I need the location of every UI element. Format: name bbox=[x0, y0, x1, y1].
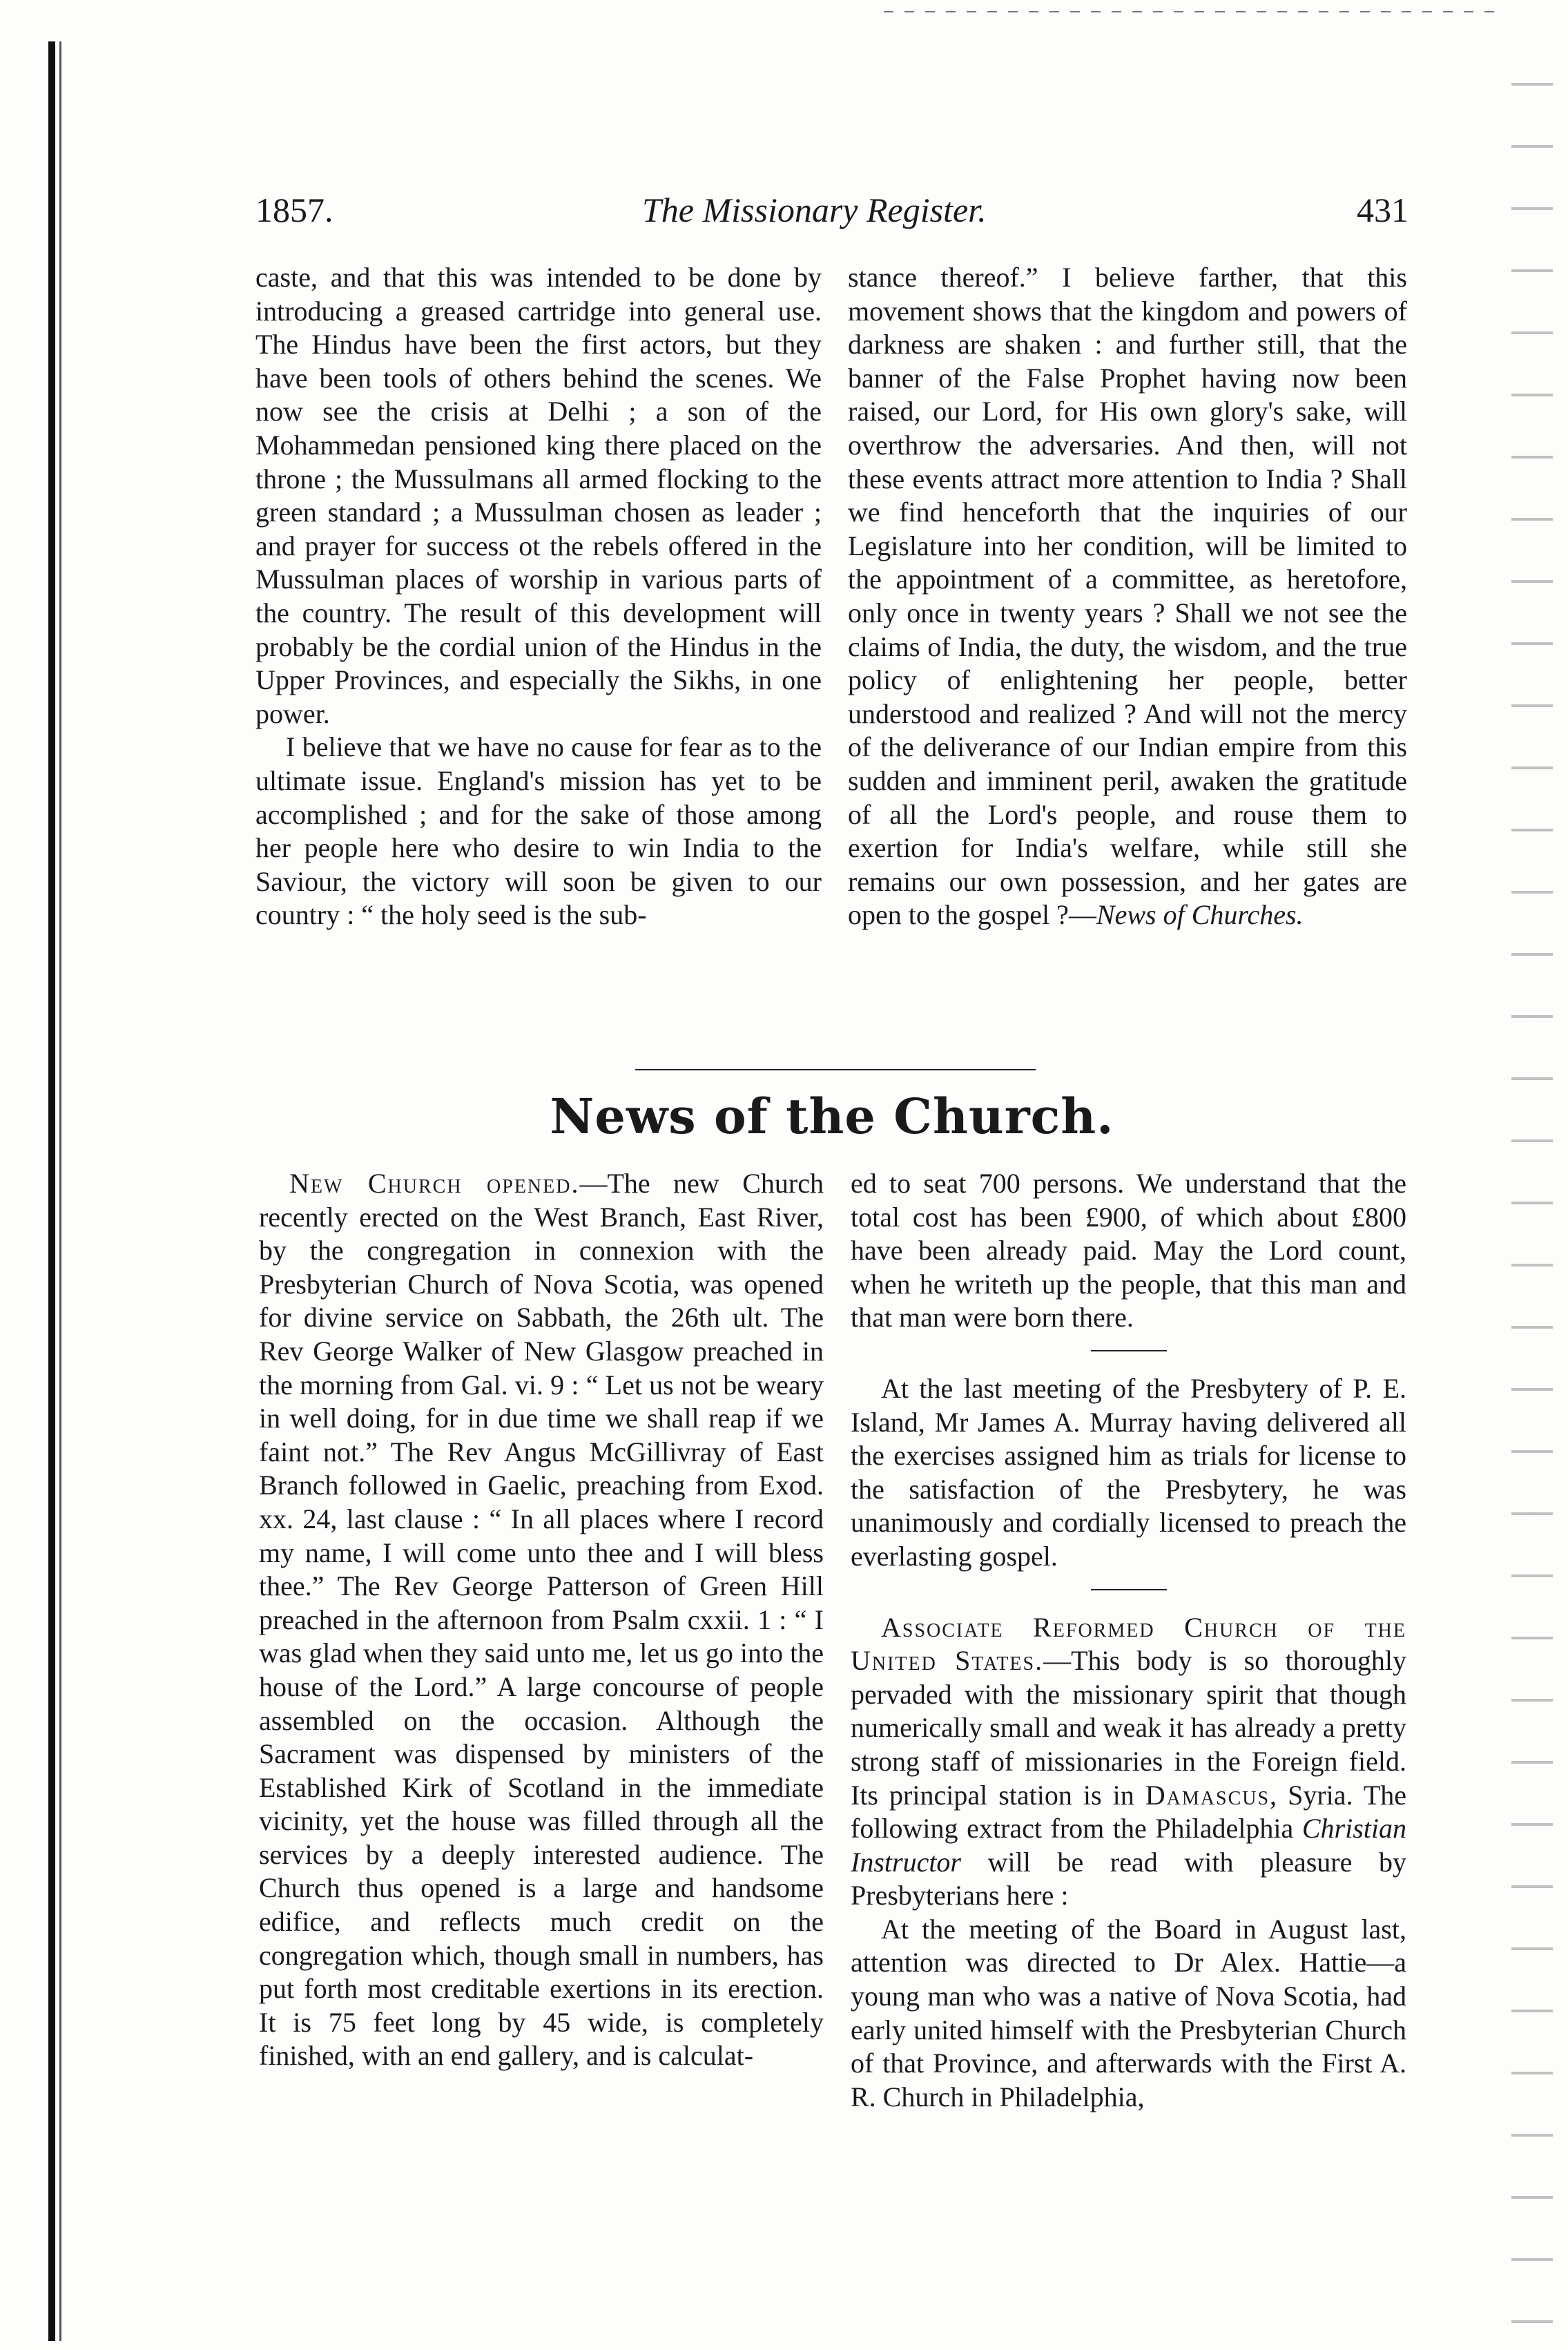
place-name: Damascus bbox=[1145, 1779, 1270, 1811]
upper-right-column bbox=[848, 261, 1407, 932]
short-rule bbox=[1091, 1350, 1167, 1351]
section-headline: News of the Church. bbox=[550, 1088, 1114, 1145]
paragraph-text: , Syria. The following extract from the Philadelphia bbox=[851, 1779, 1407, 1845]
paragraph: At the meeting of the Board in August last, attention was directed to Dr Alex. Hattie—a young man who was a native of Nova Scotia, had early united himself with the Presbyterian Church of that Province, and afterwards with the First A. R. Church in Philadelphia, bbox=[851, 1913, 1406, 2112]
paragraph-text: will be read with pleasure by Presbyterians here : bbox=[851, 1846, 1406, 1911]
journal-title: Christian Instructor bbox=[851, 1813, 1406, 1878]
binding-edge bbox=[59, 41, 61, 2341]
lower-left-column bbox=[259, 1167, 824, 2073]
running-header bbox=[255, 190, 1409, 238]
scan-specks bbox=[1511, 83, 1553, 2327]
paragraph: caste, and that this was intended to be done by introducing a greased cartridge into general use. The Hindus have been the first actors, but they have been tools of others behind the scenes. We now see the crisis at Delhi ; a son of the Mohammedan pensioned king there placed on the throne ; the Mussulmans all armed flocking to the green standard ; a Mussulman chosen as leader ; and prayer for success ot the rebels offered in the Mussulman places of worship in various parts of the country. The result of this development will probably be the cordial union of the Hindus in the Upper Provinces, and especially the Sikhs, in one power. bbox=[255, 262, 822, 729]
paragraph: At the last meeting of the Presbytery of P. E. Island, Mr James A. Murray having delivered all the exercises assigned him as trials for license to the satisfaction of the Presbytery, he was unanimously and cordially licensed to preach the everlasting gospel. bbox=[851, 1372, 1406, 1572]
paragraph: I believe that we have no cause for fear as to the ultimate issue. England's mission has yet to be accomplished ; and for the sake of those among her people here who desire to win India to the Saviour, the victory will soon be given to our country : “ the holy seed is the sub- bbox=[255, 731, 822, 931]
short-rule bbox=[1091, 1589, 1167, 1590]
scan-artifact bbox=[884, 11, 1505, 12]
upper-left-column bbox=[255, 261, 822, 932]
header-year: 1857. bbox=[255, 191, 333, 229]
paragraph: ed to seat 700 persons. We understand that the total cost has been £900, of which about £800 have been already paid. May the Lord count, when he writeth up the people, that this man and that man were born there. bbox=[851, 1168, 1406, 1333]
page-number: 431 bbox=[1357, 191, 1409, 229]
header-title: The Missionary Register. bbox=[642, 191, 987, 229]
source-citation: News of Churches. bbox=[1096, 899, 1304, 931]
paragraph bbox=[851, 1611, 1406, 1913]
paragraph-text: stance thereof.” I believe farther, that this movement shows that the kingdom and powers of darkness are shaken : and further still, that the banner of the False Prophet having now been raised, our Lord, for His own glory's sake, will overthrow the adversaries. And then, will not these events attract more attention to India ? Shall we find henceforth that the inquiries of our Legislature into her condition, will be limited to the appointment of a committee, as heretofore, only once in twenty years ? Shall we not see the claims of India, the duty, the wisdom, and the true policy of enlightening her people, better understood and realized ? And will not the mercy of the deliverance of our Indian empire from this sudden and imminent peril, awaken the gratitude of all the Lord's people, and rouse them to exertion for India's welfare, while still she remains our own possession, and her gates are open to the gospel ?— bbox=[848, 262, 1407, 931]
lower-right-column bbox=[851, 1167, 1406, 2114]
paragraph bbox=[259, 1167, 824, 2073]
section-rule bbox=[635, 1069, 1036, 1070]
article-heading: New Church opened. bbox=[289, 1168, 580, 1199]
paragraph-text: —The new Church recently erected on the West Branch, East River, by the congregation in connexion with the Presbyterian Church of Nova Scotia, was opened for divine service on Sabbath, the 26th ult. The Rev George Walker of New Glasgow preached in the morning from Gal. vi. 9 : “ Let us not be weary in well doing, for in due time we shall reap if we faint not.” The Rev Angus McGillivray of East Branch followed in Gaelic, preaching from Exod. xx. 24, last clause : “ In all places where I record my name, I will come unto thee and I will bless thee.” The Rev George Patterson of Green Hill preached in the afternoon from Psalm cxxii. 1 : “ I was glad when they said unto me, let us go into the house of the Lord.” A large concourse of people assembled on the occasion. Although the Sacrament was dispensed by ministers of the Established Kirk of Scotland in the immediate vicinity, yet the house was filled through all the services by a deeply interested audience. The Church thus opened is a large and handsome edifice, and reflects much credit on the congregation which, though small in numbers, has put forth most creditable exertions in its erection. It is 75 feet long by 45 wide, is completely finished, with an end gallery, and is calculat- bbox=[259, 1168, 824, 2072]
paragraph bbox=[848, 261, 1407, 932]
paragraph-text: —This body is so thoroughly pervaded with the missionary spirit that though numerically small and weak it has already a pretty strong staff of missionaries in the Foreign field. Its principal station is in bbox=[851, 1645, 1406, 1811]
binding-gutter bbox=[48, 41, 55, 2341]
article-heading: Associate Reformed Church of the United States. bbox=[851, 1611, 1406, 1677]
